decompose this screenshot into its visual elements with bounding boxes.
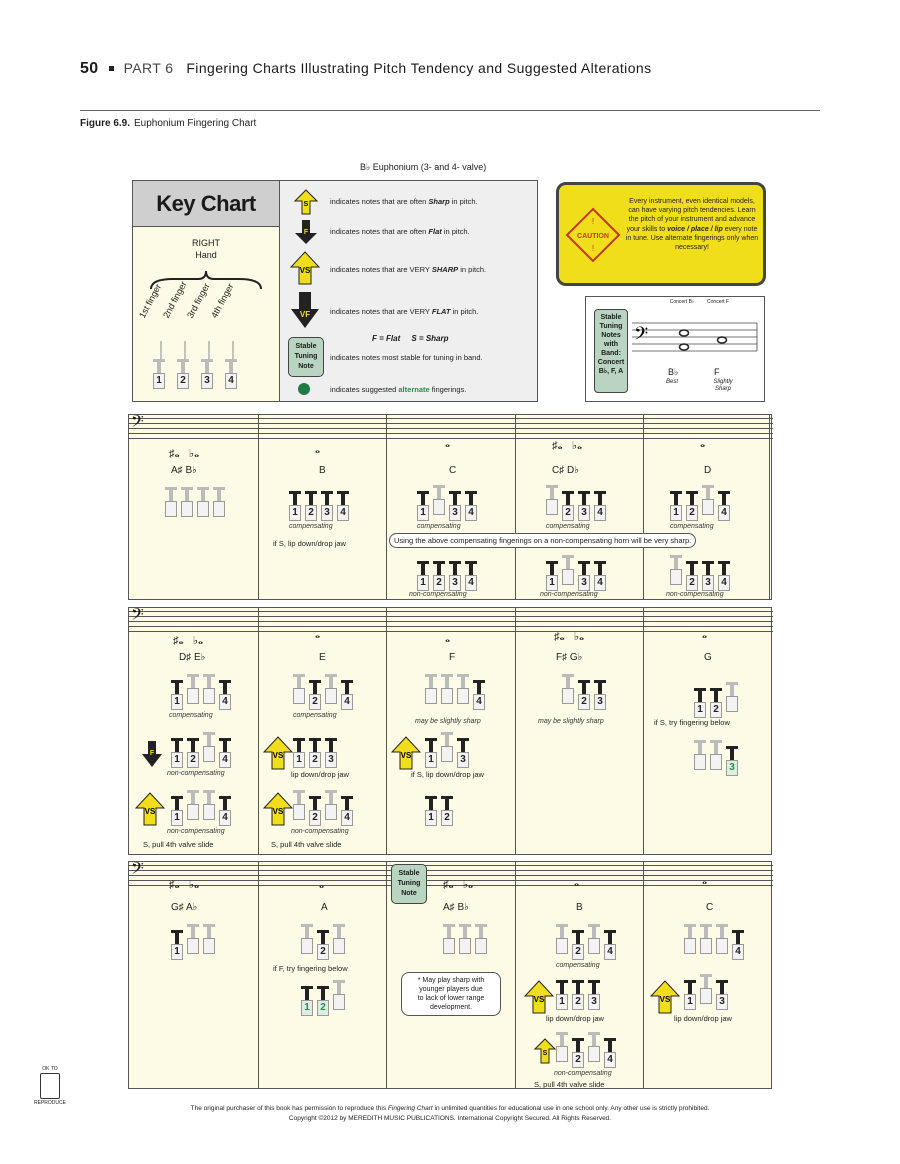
figure-caption bbox=[80, 118, 256, 129]
valve-indicator bbox=[433, 485, 445, 515]
tip-label: lip down/drop jaw bbox=[674, 1014, 732, 1023]
cell-a-sharp bbox=[129, 415, 259, 599]
fingering-label: non-compensating bbox=[409, 591, 467, 598]
valve-indicator: 2 bbox=[686, 561, 698, 591]
valve-indicator: 4 bbox=[604, 1038, 616, 1068]
svg-text:VS: VS bbox=[400, 751, 412, 760]
valve-indicator bbox=[670, 555, 682, 585]
note-glyph: 𝅝 bbox=[574, 874, 580, 889]
valve-indicator: 2 bbox=[578, 680, 590, 710]
bass-clef-icon: 𝄢 bbox=[634, 324, 649, 349]
svg-text:!: ! bbox=[591, 244, 595, 253]
chart-title: B♭ Euphonium (3- and 4- valve) bbox=[360, 162, 487, 172]
note-name: A bbox=[321, 902, 328, 913]
valve-indicator bbox=[562, 555, 574, 585]
valve-2 bbox=[181, 487, 193, 517]
valve-4 bbox=[213, 487, 225, 517]
stable-note-1-sub: Best bbox=[666, 379, 679, 385]
svg-text:VS: VS bbox=[272, 751, 284, 760]
ok-to-reproduce-badge: OK TO REPRODUCE bbox=[34, 1066, 66, 1106]
note-glyph: ♯𝅝 ♭𝅝 bbox=[552, 437, 583, 452]
stable-note-1: B♭ bbox=[668, 367, 679, 377]
key-valve-2: 2 bbox=[177, 359, 189, 389]
cell-c bbox=[387, 415, 516, 599]
stable-note-2: F bbox=[714, 367, 720, 377]
tip-label: S, pull 4th valve slide bbox=[271, 840, 342, 849]
note-name: F♯ G♭ bbox=[556, 652, 583, 663]
valve-indicator: 2 bbox=[187, 738, 199, 768]
valve-indicator: 2 bbox=[562, 491, 574, 521]
valve-indicator bbox=[475, 924, 487, 954]
cell-g bbox=[644, 608, 770, 854]
valve-indicator: 2 bbox=[572, 980, 584, 1010]
valve-indicator bbox=[203, 732, 215, 762]
valve-indicator: 1 bbox=[425, 738, 437, 768]
very-sharp-arrow-icon bbox=[263, 736, 293, 770]
tip-label: if S, lip down/drop jaw bbox=[411, 770, 484, 779]
valve-indicator bbox=[556, 1032, 568, 1062]
note-glyph: ♯𝅝 ♭𝅝 bbox=[173, 632, 204, 647]
valve-indicator: 1 bbox=[684, 980, 696, 1010]
valve-indicator: 3 bbox=[578, 561, 590, 591]
svg-text:VS: VS bbox=[144, 807, 156, 816]
valve-indicator: 1 bbox=[417, 561, 429, 591]
valve-indicator bbox=[441, 732, 453, 762]
page-number: 50 bbox=[80, 60, 99, 77]
cell-b-2 bbox=[516, 862, 644, 1088]
note-name: F bbox=[449, 652, 456, 663]
note-name: B bbox=[576, 902, 583, 913]
valve-indicator bbox=[333, 924, 345, 954]
fingering-label: may be slightly sharp bbox=[415, 718, 481, 725]
note-name: A♯ B♭ bbox=[443, 902, 469, 913]
svg-text:VS: VS bbox=[533, 995, 545, 1004]
alternate-dot-icon bbox=[298, 383, 310, 395]
valve-indicator: 4 bbox=[594, 561, 606, 591]
alternate-valve-3: 3 bbox=[726, 746, 738, 776]
valve-indicator bbox=[716, 924, 728, 954]
legend-sharp: S indicates notes that are often Sharp in pitch. bbox=[280, 189, 538, 219]
fingering-label: compensating bbox=[546, 523, 590, 530]
stable-tuning-badge: Stable Tuning Notes with Band: Concert B♭, F, A bbox=[594, 309, 628, 393]
cell-f bbox=[387, 608, 516, 854]
valve-indicator bbox=[710, 740, 722, 770]
valve-indicator: 2 bbox=[572, 1038, 584, 1068]
fingering-label: non-compensating bbox=[666, 591, 724, 598]
hand-label-1: RIGHT bbox=[192, 238, 220, 248]
note-name: A♯ B♭ bbox=[171, 465, 197, 476]
key-valve-4: 4 bbox=[225, 359, 237, 389]
valve-2: 2 bbox=[305, 491, 317, 521]
very-sharp-arrow-icon bbox=[263, 792, 293, 826]
young-players-note: * May play sharp with younger players due to lack of lower range development. bbox=[401, 972, 501, 1016]
valve-indicator bbox=[293, 674, 305, 704]
fingering-row-3 bbox=[128, 858, 772, 1089]
tip-label: S, pull 4th valve slide bbox=[534, 1080, 605, 1089]
fingering-label: compensating bbox=[289, 523, 333, 530]
valve-indicator: 2 bbox=[317, 930, 329, 960]
svg-text:F: F bbox=[149, 750, 155, 757]
legend-very-flat: VF indicates notes that are VERY FLAT in pitch. bbox=[280, 293, 538, 323]
fingering-label: compensating bbox=[169, 712, 213, 719]
valve-indicator: 4 bbox=[341, 680, 353, 710]
very-sharp-arrow-icon bbox=[391, 736, 421, 770]
fingering-label: non-compensating bbox=[167, 770, 225, 777]
valve-indicator: 3 bbox=[449, 561, 461, 591]
stable-tuning-badge: Stable Tuning Note bbox=[391, 864, 427, 904]
stable-head-1: Concert B♭ bbox=[669, 299, 695, 305]
sharp-arrow-icon bbox=[534, 1038, 556, 1064]
figure-caption-text: Euphonium Fingering Chart bbox=[134, 118, 257, 129]
svg-text:S: S bbox=[303, 201, 309, 208]
valve-indicator bbox=[459, 924, 471, 954]
valve-indicator bbox=[443, 924, 455, 954]
valve-indicator: 4 bbox=[219, 738, 231, 768]
valve-indicator bbox=[293, 790, 305, 820]
header-title: Fingering Charts Illustrating Pitch Tendency and Suggested Alterations bbox=[186, 60, 652, 76]
valve-indicator bbox=[187, 790, 199, 820]
caution-diamond-icon bbox=[565, 207, 621, 263]
note-name: C bbox=[449, 465, 457, 476]
svg-text:F: F bbox=[303, 229, 309, 236]
valve-indicator bbox=[203, 924, 215, 954]
compensating-warning: Using the above compensating fingerings on a non-compensating horn will be very sharp. bbox=[389, 533, 696, 548]
valve-indicator: 4 bbox=[465, 491, 477, 521]
very-sharp-arrow-icon bbox=[290, 251, 320, 285]
valve-indicator bbox=[702, 485, 714, 515]
svg-text:!: ! bbox=[591, 217, 595, 226]
valve-indicator: 2 bbox=[686, 491, 698, 521]
valve-indicator: 1 bbox=[293, 738, 305, 768]
valve-indicator: 1 bbox=[171, 930, 183, 960]
svg-text:VF: VF bbox=[299, 310, 311, 319]
valve-indicator: 2 bbox=[572, 930, 584, 960]
valve-indicator: 3 bbox=[716, 980, 728, 1010]
note-name: B bbox=[319, 465, 326, 476]
note-glyph: 𝅝 bbox=[700, 435, 706, 450]
note-glyph: 𝅝 bbox=[702, 626, 708, 641]
svg-text:VS: VS bbox=[299, 266, 311, 275]
legend-panel bbox=[280, 180, 538, 402]
note-name: E bbox=[319, 652, 326, 663]
note-name: D♯ E♭ bbox=[179, 652, 206, 663]
valve-indicator: 2 bbox=[710, 688, 722, 718]
note-glyph: ♯𝅝 ♭𝅝 bbox=[554, 628, 585, 643]
cell-c-2 bbox=[644, 862, 770, 1088]
key-valve-1: 1 bbox=[153, 359, 165, 389]
note-glyph: 𝅝 bbox=[315, 626, 321, 641]
svg-text:VS: VS bbox=[659, 995, 671, 1004]
finger-label-1: 1st finger bbox=[137, 282, 164, 320]
valve-indicator bbox=[425, 674, 437, 704]
legend-very-sharp: VS indicates notes that are VERY SHARP in pitch. bbox=[280, 253, 538, 283]
cell-c-sharp bbox=[516, 415, 644, 599]
valve-indicator bbox=[333, 980, 345, 1010]
valve-indicator: 2 bbox=[441, 796, 453, 826]
svg-text:VS: VS bbox=[272, 807, 284, 816]
note-glyph: 𝅝 bbox=[445, 630, 451, 645]
valve-indicator: 4 bbox=[219, 680, 231, 710]
note-name: G bbox=[704, 652, 712, 663]
cell-d-sharp bbox=[129, 608, 259, 854]
sharp-arrow-icon bbox=[294, 189, 318, 215]
note-glyph: 𝅝 bbox=[319, 876, 325, 891]
stable-tuning-notes bbox=[585, 296, 765, 402]
valve-indicator bbox=[588, 1032, 600, 1062]
fingering-row-2 bbox=[128, 604, 772, 855]
legend-abbreviations: F = Flat S = Sharp bbox=[372, 334, 449, 343]
cell-d bbox=[644, 415, 770, 599]
legend-flat: F indicates notes that are often Flat in pitch. bbox=[280, 219, 538, 249]
page-header bbox=[80, 60, 820, 90]
key-chart-title: Key Chart bbox=[133, 181, 279, 227]
fingering-label: non-compensating bbox=[540, 591, 598, 598]
header-rule bbox=[80, 110, 820, 111]
legend-stable: indicates notes most stable for tuning in band. bbox=[330, 353, 483, 362]
valve-indicator: 4 bbox=[473, 680, 485, 710]
fingering-label: non-compensating bbox=[291, 828, 349, 835]
right-hand-label bbox=[133, 237, 279, 261]
fingering-label: compensating bbox=[417, 523, 461, 530]
valve-indicator: 1 bbox=[694, 688, 706, 718]
cell-e bbox=[259, 608, 387, 854]
valve-1: 1 bbox=[289, 491, 301, 521]
fingering-label: may be slightly sharp bbox=[538, 718, 604, 725]
note-glyph: 𝅝 bbox=[445, 435, 451, 450]
valve-indicator: 4 bbox=[219, 796, 231, 826]
very-sharp-arrow-icon bbox=[524, 980, 554, 1014]
cell-f-sharp bbox=[516, 608, 644, 854]
valve-indicator: 2 bbox=[309, 738, 321, 768]
finger-label-4: 4th finger bbox=[209, 281, 236, 320]
valve-indicator: 2 bbox=[309, 680, 321, 710]
valve-indicator: 1 bbox=[556, 980, 568, 1010]
cell-a bbox=[259, 862, 387, 1088]
valve-indicator: 2 bbox=[309, 796, 321, 826]
valve-indicator: 1 bbox=[546, 561, 558, 591]
figure-label: Figure 6.9. bbox=[80, 118, 131, 129]
valve-indicator: 3 bbox=[702, 561, 714, 591]
valve-3: 3 bbox=[321, 491, 333, 521]
valve-indicator bbox=[457, 674, 469, 704]
valve-indicator bbox=[588, 924, 600, 954]
valve-indicator: 1 bbox=[425, 796, 437, 826]
valve-indicator: 1 bbox=[171, 796, 183, 826]
valve-indicator: 3 bbox=[588, 980, 600, 1010]
note-glyph: 𝅝 bbox=[315, 441, 321, 456]
key-valve-3: 3 bbox=[201, 359, 213, 389]
bass-clef-icon: 𝄢 bbox=[131, 858, 144, 882]
valve-indicator bbox=[694, 740, 706, 770]
valve-indicator: 3 bbox=[449, 491, 461, 521]
legend-stable-badge: Stable Tuning Note bbox=[288, 337, 324, 377]
note-name: G♯ A♭ bbox=[171, 902, 198, 913]
hand-label-2: Hand bbox=[195, 250, 217, 260]
valve-indicator: 3 bbox=[457, 738, 469, 768]
valve-indicator: 4 bbox=[718, 491, 730, 521]
caution-text: Every instrument, even identical models, can have varying pitch tendencies. Learn the pitch of your instrument and advance your skills to voice / place / lip every note in tune. Use alternate fingerings only when necessary! bbox=[625, 198, 759, 252]
note-glyph: ♯𝅝 ♭𝅝 bbox=[169, 876, 200, 891]
legend-alternate: indicates suggested alternate fingerings. bbox=[280, 385, 538, 415]
valve-indicator: 1 bbox=[171, 738, 183, 768]
caution-box bbox=[556, 182, 766, 286]
very-sharp-arrow-icon bbox=[650, 980, 680, 1014]
valve-indicator bbox=[187, 924, 199, 954]
stable-staff bbox=[632, 315, 762, 361]
tip-label: if S, try fingering below bbox=[654, 718, 730, 727]
valve-indicator: 3 bbox=[325, 738, 337, 768]
valve-indicator bbox=[203, 790, 215, 820]
alternate-valve-2: 2 bbox=[317, 986, 329, 1016]
tip-label: if S, lip down/drop jaw bbox=[273, 539, 346, 548]
valve-indicator bbox=[700, 974, 712, 1004]
tip-label: S, pull 4th valve slide bbox=[143, 840, 214, 849]
valve-indicator: 3 bbox=[594, 680, 606, 710]
bass-clef-icon: 𝄢 bbox=[131, 604, 144, 628]
finger-label-2: 2nd finger bbox=[161, 279, 189, 320]
stable-head-2: Concert F bbox=[707, 299, 729, 305]
valve-indicator bbox=[203, 674, 215, 704]
valve-indicator: 4 bbox=[732, 930, 744, 960]
valve-indicator bbox=[325, 674, 337, 704]
valve-indicator bbox=[325, 790, 337, 820]
key-chart bbox=[132, 180, 280, 402]
tip-label: lip down/drop jaw bbox=[291, 770, 349, 779]
very-flat-arrow-icon bbox=[290, 291, 320, 329]
valve-indicator: 4 bbox=[465, 561, 477, 591]
valve-indicator: 4 bbox=[718, 561, 730, 591]
valve-indicator: 1 bbox=[417, 491, 429, 521]
note-glyph: ♯𝅝 ♭𝅝 bbox=[169, 445, 200, 460]
valve-indicator bbox=[187, 674, 199, 704]
svg-text:CAUTION: CAUTION bbox=[577, 233, 609, 240]
very-sharp-arrow-icon bbox=[135, 792, 165, 826]
flat-arrow-icon bbox=[294, 219, 318, 245]
valve-indicator bbox=[684, 924, 696, 954]
tip-label: lip down/drop jaw bbox=[546, 1014, 604, 1023]
valve-indicator: 3 bbox=[578, 491, 590, 521]
fingering-label: non-compensating bbox=[167, 828, 225, 835]
svg-text:S: S bbox=[542, 1050, 548, 1057]
fingering-label: compensating bbox=[670, 523, 714, 530]
fingering-label: compensating bbox=[293, 712, 337, 719]
cell-a-sharp-2 bbox=[387, 862, 516, 1088]
bass-clef-icon: 𝄢 bbox=[131, 411, 144, 435]
flat-arrow-icon bbox=[141, 740, 163, 768]
valve-indicator: 1 bbox=[670, 491, 682, 521]
fingering-row-1 bbox=[128, 411, 772, 600]
stable-note-2-sub: Slightly Sharp bbox=[713, 379, 733, 392]
cell-g-sharp bbox=[129, 862, 259, 1088]
valve-indicator: 4 bbox=[594, 491, 606, 521]
valve-indicator: 4 bbox=[604, 930, 616, 960]
note-glyph: 𝅝 bbox=[702, 872, 708, 887]
valve-1 bbox=[165, 487, 177, 517]
valve-indicator bbox=[301, 924, 313, 954]
valve-indicator bbox=[441, 674, 453, 704]
finger-label-3: 3rd finger bbox=[185, 281, 212, 320]
valve-4: 4 bbox=[337, 491, 349, 521]
tip-label: if F, try fingering below bbox=[273, 964, 348, 973]
valve-3 bbox=[197, 487, 209, 517]
valve-indicator: 1 bbox=[171, 680, 183, 710]
footer-copyright: The original purchaser of this book has permission to reproduce this Fingering Chart in unlimited quantities for educational use in one school only. Any other use is strictly prohibited. Copyright ©2012 by MEREDITH MUSIC PUBLICATIONS. International Copyright Secured. All Rights Reserved. bbox=[190, 1105, 710, 1122]
valve-indicator: 2 bbox=[433, 561, 445, 591]
valve-indicator bbox=[726, 682, 738, 712]
fingering-label: non-compensating bbox=[554, 1070, 612, 1077]
part-label: PART 6 bbox=[123, 60, 174, 76]
valve-indicator bbox=[556, 924, 568, 954]
fingering-label: compensating bbox=[556, 962, 600, 969]
valve-indicator: 4 bbox=[341, 796, 353, 826]
alternate-valve-1: 1 bbox=[301, 986, 313, 1016]
note-name: D bbox=[704, 465, 712, 476]
valve-indicator bbox=[700, 924, 712, 954]
bullet-square-icon bbox=[109, 66, 114, 71]
cell-b bbox=[259, 415, 387, 599]
valve-indicator bbox=[562, 674, 574, 704]
note-name: C♯ D♭ bbox=[552, 465, 579, 476]
valve-indicator bbox=[546, 485, 558, 515]
note-glyph: ♯𝅝 ♭𝅝 bbox=[443, 876, 474, 891]
note-name: C bbox=[706, 902, 714, 913]
